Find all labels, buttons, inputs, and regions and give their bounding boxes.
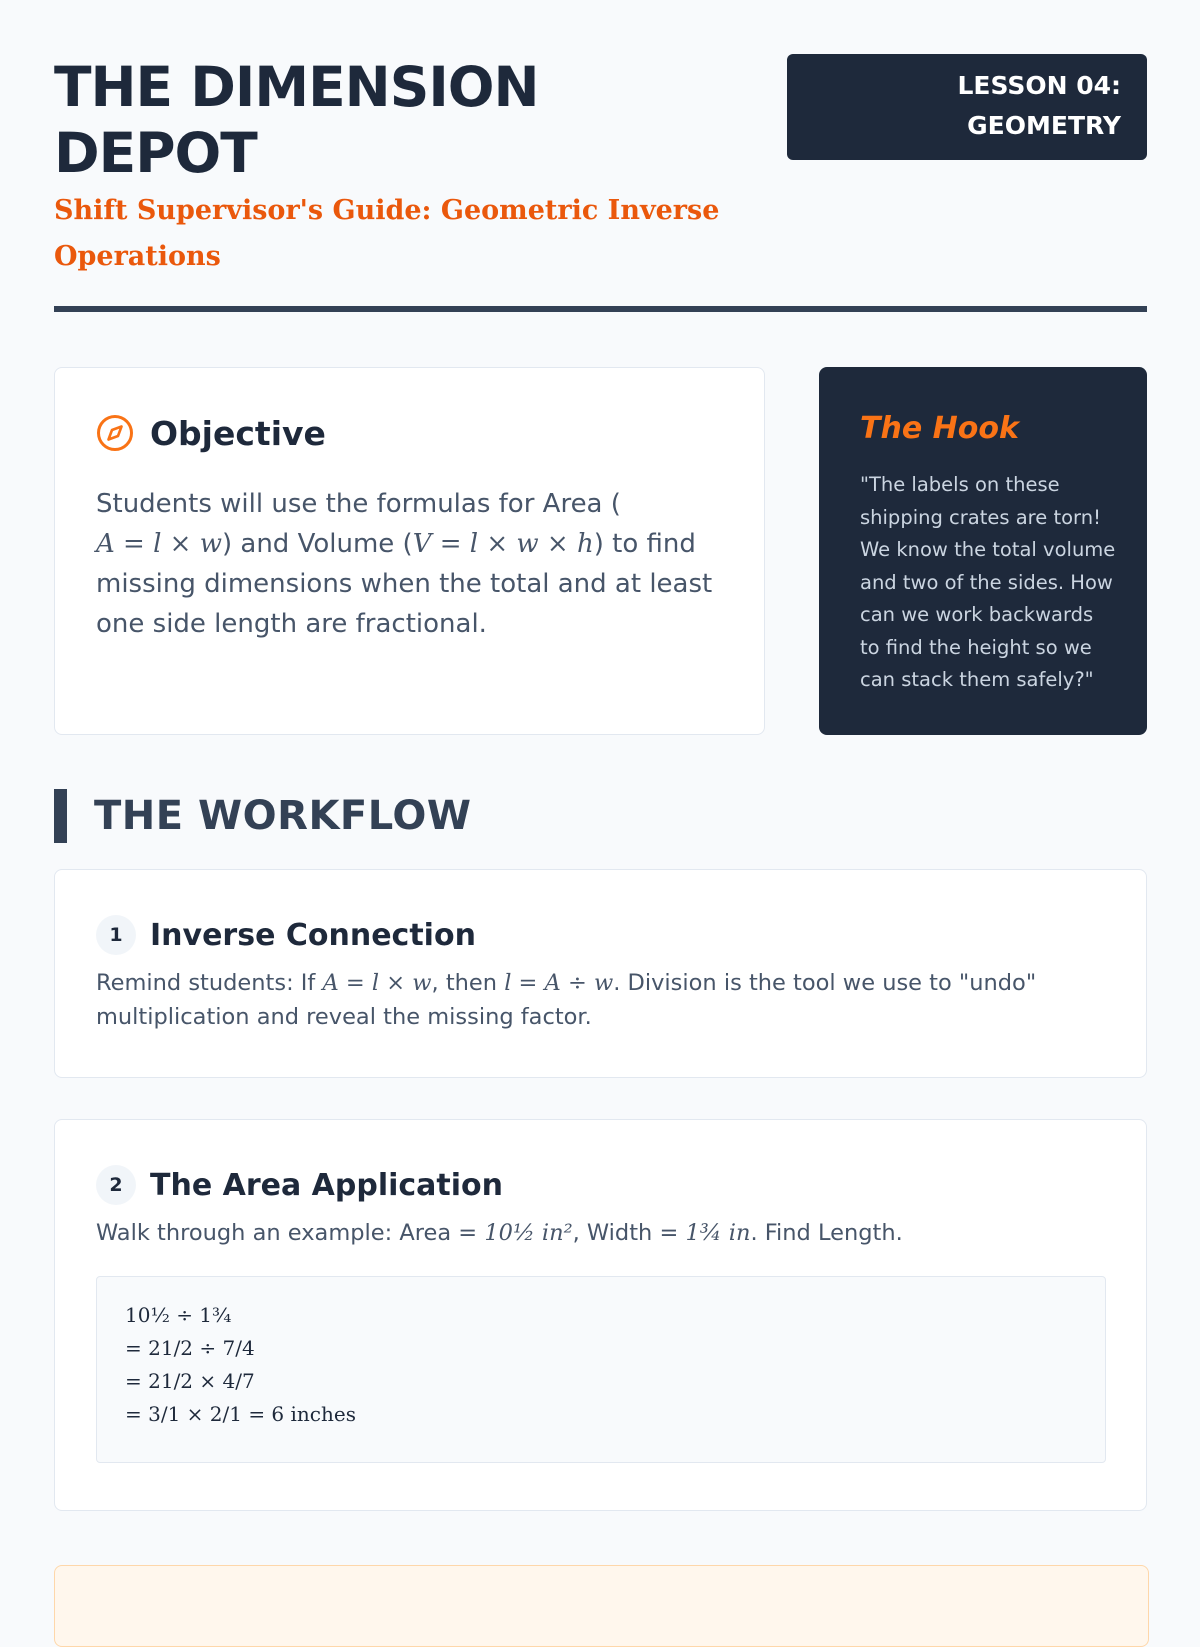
length-formula: l = A ÷ w (504, 970, 614, 996)
calculation-box (96, 1276, 1106, 1463)
lesson-page (54, 0, 1147, 1426)
step-number-badge: 1 (96, 915, 136, 955)
step-card-inverse-connection (54, 869, 1147, 1078)
header (54, 0, 1147, 312)
calculation-line: = 21/2 × 4/7 (125, 1369, 255, 1393)
step-text (96, 1216, 1105, 1250)
header-divider (54, 306, 1147, 312)
calculation-line: = 21/2 ÷ 7/4 (125, 1336, 255, 1360)
hook-card (819, 367, 1147, 735)
hook-title: The Hook (860, 411, 1019, 446)
volume-formula: V = l × w × h (412, 529, 594, 559)
step-text-before: Walk through an example: Area = (96, 1220, 485, 1246)
step-text-after: . Division is the tool we use to "undo" multiplication and reveal the missing factor. (96, 970, 1037, 1030)
hook-text: "The labels on these shipping crates are torn! We know the total volume and two of the sides. How can we work backwards to find the height so we can stack them safely?" (860, 473, 1116, 691)
workflow-section-header (54, 789, 471, 843)
lesson-badge (787, 54, 1147, 160)
calculation-line: = 3/1 × 2/1 = 6 inches (125, 1402, 356, 1426)
compass-icon (96, 414, 134, 452)
page-title: THE DIMENSION DEPOT (54, 55, 539, 185)
workflow-heading: THE WORKFLOW (94, 793, 472, 839)
step-text-after: . Find Length. (750, 1220, 903, 1246)
calculation-line: 10½ ÷ 1¾ (125, 1303, 232, 1327)
step-text-mid: , then (431, 970, 505, 996)
objective-text-after: ) to find missing dimensions when the total and at least one side length are fractional. (96, 529, 713, 639)
objective-text-mid: ) and Volume ( (221, 529, 413, 559)
step-header (96, 914, 1105, 956)
step-card-area-application (54, 1119, 1147, 1511)
step-text-before: Remind students: If (96, 970, 323, 996)
tip-callout-box (54, 1565, 1149, 1647)
step-header (96, 1164, 1105, 1206)
objective-text-before: Students will use the formulas for Area ( (96, 489, 621, 519)
area-value: 10½ in² (484, 1220, 573, 1246)
page-subtitle: Shift Supervisor's Guide: Geometric Inverse Operations (54, 195, 720, 272)
step-text (96, 966, 1105, 1034)
section-accent-bar (54, 789, 67, 843)
objective-card (54, 367, 765, 735)
objective-text (96, 484, 723, 644)
objective-title: Objective (150, 413, 326, 453)
badge-line-1: LESSON 04: (957, 71, 1121, 100)
step-title: Inverse Connection (150, 917, 476, 953)
badge-line-2: GEOMETRY (967, 111, 1121, 140)
objective-header (96, 408, 723, 458)
area-formula: A = l × w (322, 970, 432, 996)
step-number-badge: 2 (96, 1165, 136, 1205)
width-value: 1¾ in (685, 1220, 751, 1246)
step-text-mid: , Width = (572, 1220, 686, 1246)
step-title: The Area Application (150, 1167, 504, 1203)
area-formula: A = l × w (96, 529, 222, 559)
